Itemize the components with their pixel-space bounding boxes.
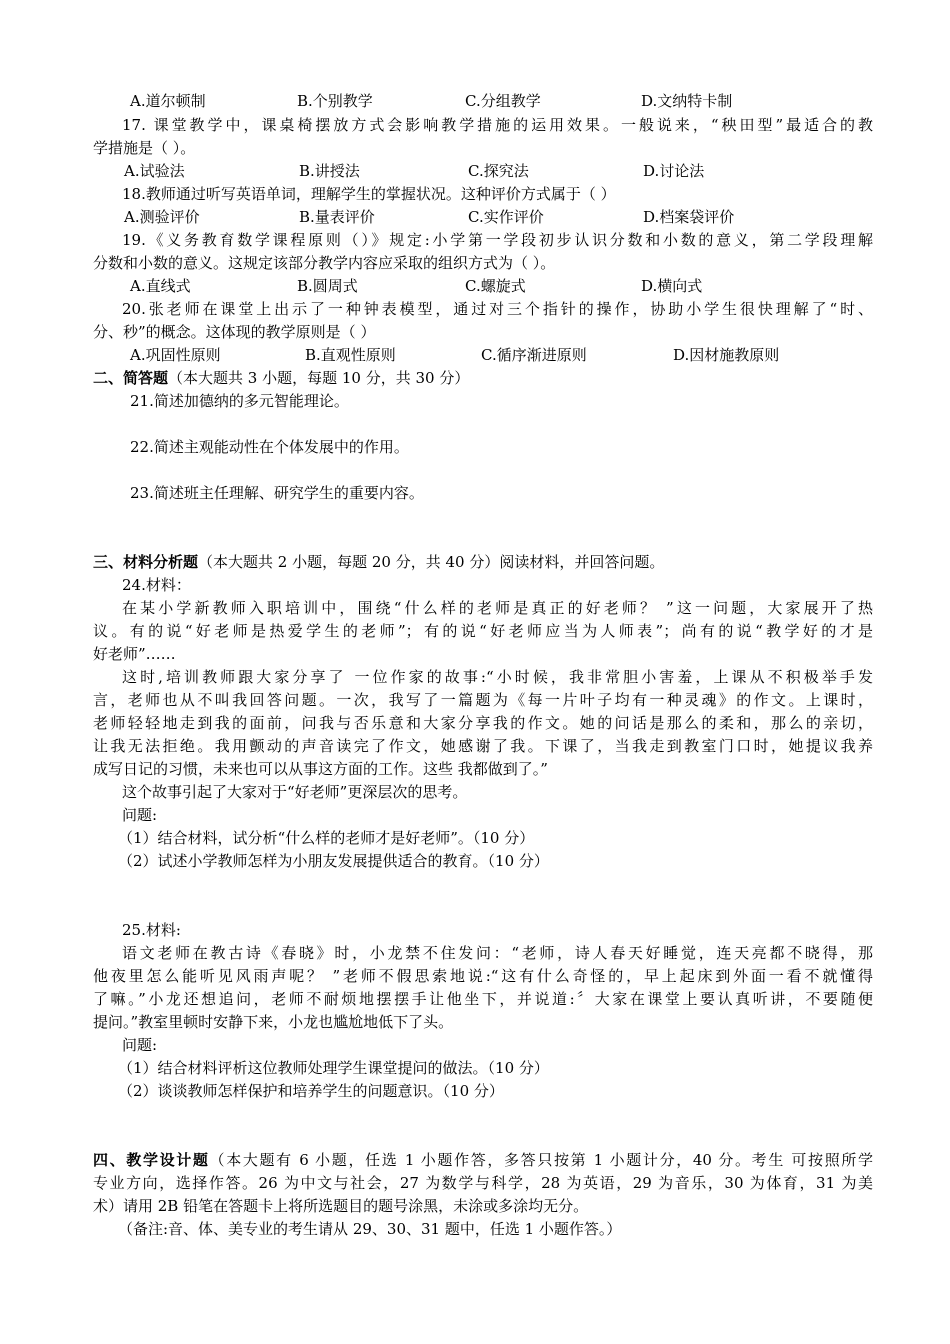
- q17-stem: 17. 课堂教学中，课桌椅摆放方式会影响教学措施的运用效果。一般说来，“秧田型”最适合的教: [122, 116, 873, 134]
- q19-option-a: A.直线式: [130, 277, 191, 295]
- section2-note: （本大题共 3 小题，每题 10 分，共 30 分）: [168, 369, 470, 387]
- q25-material-line: 他夜里怎么能听见风雨声呢？ ”老师不假思索地说:“这有什么奇怪的，早上起床到外面一看不就懂得: [93, 967, 873, 985]
- q24-material-line: 议。有的说“好老师是热爱学生的老师”；有的说“好老师应当为人师表”；尚有的说“教学好的才是: [93, 622, 873, 640]
- q24-question-label: 问题:: [122, 806, 158, 824]
- q20-option-b: B.直观性原则: [305, 346, 396, 364]
- section4-note: （本大题有 6 小题，任选 1 小题作答，多答只按第 1 小题计分，40 分。考生 可按照所学: [209, 1151, 873, 1169]
- q25-material-line: 了嘛。”小龙还想追问，老师不耐烦地摆摆手让他坐下，并说道:〞大家在课堂上要认真听讲，不要随便: [93, 990, 873, 1008]
- q16-option-a: A.道尔顿制: [130, 92, 206, 110]
- q25-material-line: 提问。”教室里顿时安静下来，小龙也尴尬地低下了头。: [93, 1013, 454, 1031]
- section4-header: [93, 1149, 873, 1171]
- q20-option-d: D.因材施教原则: [673, 346, 780, 364]
- q24-material-line: 在某小学新教师入职培训中，围绕“什么样的老师是真正的好老师？ ”这一问题，大家展开了热: [122, 599, 873, 617]
- section4-note-line: 专业方向，选择作答。26 为中文与社会，27 为数学与科学，28 为英语，29 为音乐，30 为体育，31 为美: [93, 1174, 873, 1192]
- q18-option-a: A.测验评价: [124, 208, 200, 226]
- section3-heading: 三、材料分析题: [93, 553, 199, 571]
- q24-material-line: 老师轻轻地走到我的面前，问我与否乐意和大家分享我的作文。她的问话是那么的柔和，那么的亲切，: [93, 714, 873, 732]
- q24-material-line: 成写日记的习惯，未来也可以从事这方面的工作。这些 我都做到了。”: [93, 760, 548, 778]
- section3-header: [93, 551, 873, 573]
- q22: 22.简述主观能动性在个体发展中的作用。: [130, 438, 409, 456]
- q18-option-c: C.实作评价: [468, 208, 544, 226]
- q18-option-d: D.档案袋评价: [643, 208, 735, 226]
- q16-option-c: C.分组教学: [465, 92, 541, 110]
- section2-heading: 二、简答题: [93, 369, 169, 387]
- q21: 21.简述加德纳的多元智能理论。: [130, 392, 349, 410]
- section2-header: [93, 367, 873, 389]
- q24-subquestion-1: （1）结合材料，试分析“什么样的老师才是好老师”。（10 分）: [118, 829, 535, 847]
- q17-option-b: B.讲授法: [299, 162, 360, 180]
- q18-stem: 18.教师通过听写英语单词，理解学生的掌握状况。这种评价方式属于（ ）: [122, 185, 616, 203]
- q24-material-line: 好老师”……: [93, 645, 176, 663]
- q25-label: 25.材料:: [122, 921, 181, 939]
- q16-option-d: D.文纳特卡制: [641, 92, 733, 110]
- q24-material-line: 让我无法拒绝。我用颤动的声音读完了作文，她感谢了我。下课了，当我走到教室门口时，她提议我养: [93, 737, 873, 755]
- q24-label: 24.材料：: [122, 576, 191, 594]
- section4-heading: 四、教学设计题: [93, 1151, 210, 1169]
- q24-material-line: 言，老师也从不叫我回答问题。一次，我写了一篇题为《每一片叶子均有一种灵魂》的作文。上课时，: [93, 691, 873, 709]
- q25-material-line: 语文老师在教古诗《春晓》时，小龙禁不住发问：“老师，诗人春天好睡觉，连天亮都不晓得，那: [122, 944, 873, 962]
- q25-subquestion-2: （2）谈谈教师怎样保护和培养学生的问题意识。（10 分）: [118, 1082, 504, 1100]
- q17-option-a: A.试验法: [124, 162, 185, 180]
- q24-material-line: 这个故事引起了大家对于“好老师”更深层次的思考。: [122, 783, 468, 801]
- q17-stem-cont: 学措施是（ ）。: [93, 139, 196, 157]
- q20-stem-cont: 分、秒”的概念。这体现的教学原则是（ ）: [93, 323, 376, 341]
- q19-option-d: D.横向式: [641, 277, 703, 295]
- q17-option-d: D.讨论法: [643, 162, 705, 180]
- q17-option-c: C.探究法: [468, 162, 529, 180]
- q19-option-c: C.螺旋式: [465, 277, 526, 295]
- q25-subquestion-1: （1）结合材料评析这位教师处理学生课堂提问的做法。（10 分）: [118, 1059, 549, 1077]
- q19-option-b: B.圆周式: [297, 277, 358, 295]
- q24-subquestion-2: （2）试述小学教师怎样为小朋友发展提供适合的教育。（10 分）: [118, 852, 549, 870]
- q19-stem: 19.《义务教育数学课程原则（）》规定:小学第一学段初步认识分数和小数的意义，第二学段理解: [122, 231, 873, 249]
- q19-stem-cont: 分数和小数的意义。这规定该部分教学内容应采取的组织方式为（ ）。: [93, 254, 556, 272]
- section3-note: （本大题共 2 小题，每题 20 分，共 40 分）阅读材料，并回答问题。: [198, 553, 665, 571]
- q20-option-c: C.循序渐进原则: [481, 346, 587, 364]
- q16-option-b: B.个别教学: [297, 92, 373, 110]
- q23: 23.简述班主任理解、研究学生的重要内容。: [130, 484, 424, 502]
- q25-question-label: 问题:: [122, 1036, 158, 1054]
- section4-note-line: 术）请用 2B 铅笔在答题卡上将所选题目的题号涂黑，未涂或多涂均无分。: [93, 1197, 589, 1215]
- q20-stem: 20.张老师在课堂上出示了一种钟表模型，通过对三个指针的操作，协助小学生很快理解了“时、: [122, 300, 873, 318]
- q18-option-b: B.量表评价: [299, 208, 375, 226]
- section4-remark: （备注:音、体、美专业的考生请从 29、30、31 题中，任选 1 小题作答。）: [118, 1220, 622, 1238]
- q20-option-a: A.巩固性原则: [130, 346, 221, 364]
- q24-material-line: 这时,培训教师跟大家分享了 一位作家的故事:“小时候，我非常胆小害羞，上课从不积极举手发: [122, 668, 873, 686]
